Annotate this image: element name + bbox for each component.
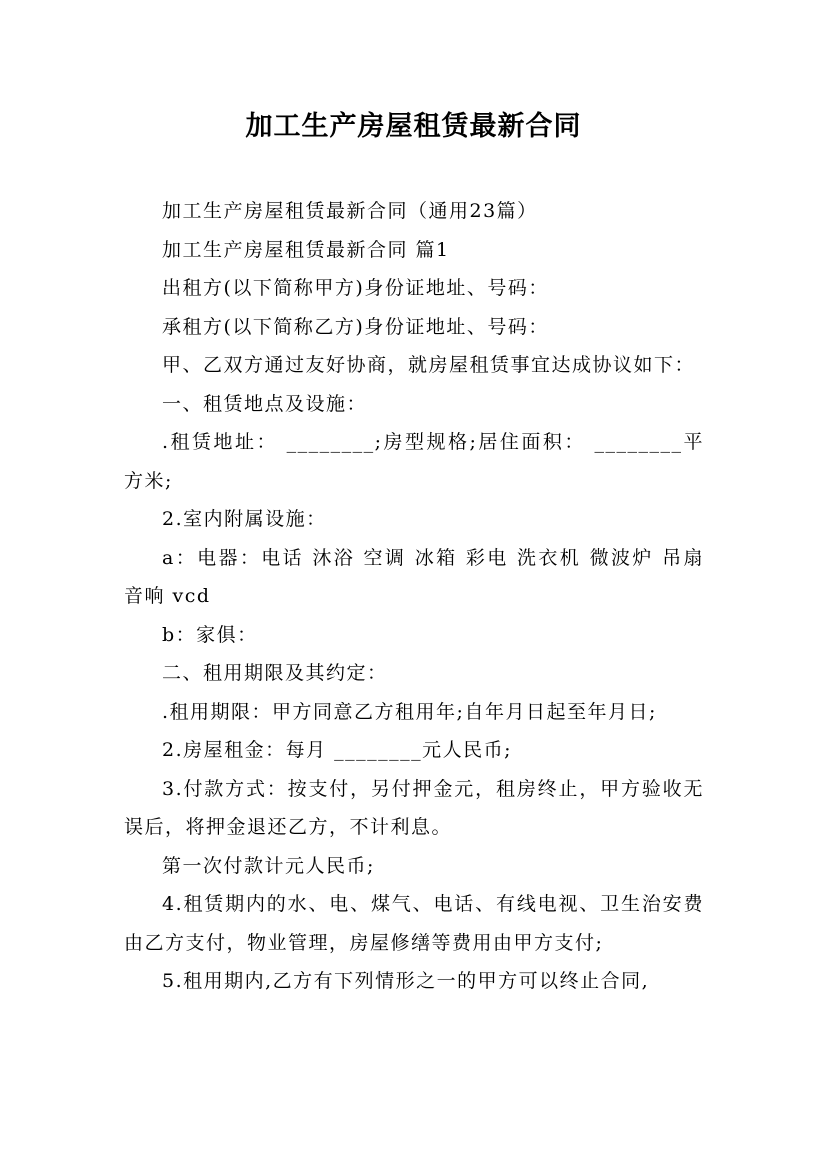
paragraph-appliances: a：电器：电话 沐浴 空调 冰箱 彩电 洗衣机 微波炉 吊扇 音响 vcd [124,546,704,607]
paragraph-payment: 3.付款方式：按支付，另付押金元，租房终止，甲方验收无误后，将押金退还乙方，不计利息。 [124,777,704,838]
document-body [124,192,704,1001]
paragraph-lessor: 出租方(以下简称甲方)身份证地址、号码： [162,277,549,299]
paragraph-facilities: 2.室内附属设施： [162,508,327,530]
document-title: 加工生产房屋租赁最新合同 [245,111,582,142]
paragraph-heading: 加工生产房屋租赁最新合同（通用23篇） [162,200,538,222]
paragraph-address: .租赁地址： ________;房型规格;居住面积： ________平方米; [124,431,704,492]
paragraph-furniture: b：家俱： [162,623,258,646]
paragraph-agreement: 甲、乙双方通过友好协商，就房屋租赁事宜达成协议如下： [162,354,696,376]
paragraph-first-payment: 第一次付款计元人民币; [162,854,375,877]
paragraph-clause-one: 一、租赁地点及设施： [162,392,368,415]
paragraph-clause-two: 二、租用期限及其约定： [162,662,388,684]
paragraph-rent: 2.房屋租金：每月 ________元人民币; [162,739,513,761]
paragraph-termination: 5.租用期内,乙方有下列情形之一的甲方可以终止合同, [162,970,650,992]
paragraph-utilities: 4.租赁期内的水、电、煤气、电话、有线电视、卫生治安费由乙方支付，物业管理，房屋修缮等费用由甲方支付; [124,893,704,954]
paragraph-lessee: 承租方(以下简称乙方)身份证地址、号码： [162,315,549,338]
paragraph-term: .租用期限：甲方同意乙方租用年;自年月日起至年月日; [162,700,657,723]
paragraph-section-title: 加工生产房屋租赁最新合同 篇1 [162,238,450,261]
